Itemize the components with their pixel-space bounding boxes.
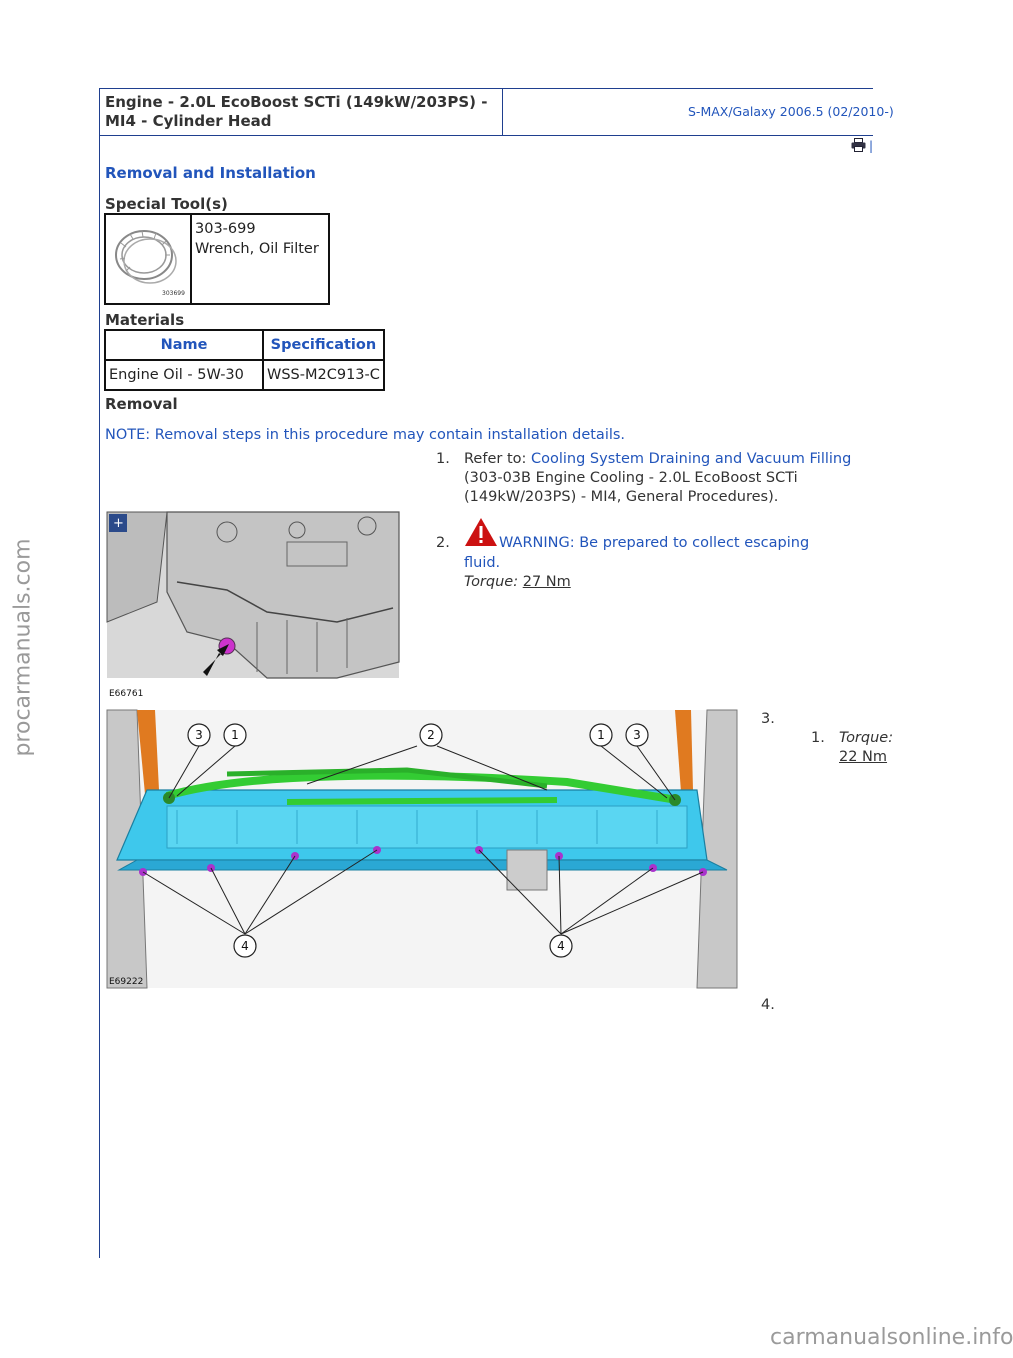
step-2-torque (464, 573, 571, 592)
step-2-warning-cont: fluid. (464, 555, 501, 571)
page-header (100, 88, 894, 136)
side-watermark (8, 520, 38, 780)
tool-image-cell (105, 214, 191, 304)
step-4-number: 4. (761, 997, 775, 1013)
tool-image-caption: 303699 (162, 290, 185, 297)
oil-filter-wrench-icon (106, 215, 190, 299)
special-tools-heading: Special Tool(s) (105, 195, 228, 213)
print-link[interactable]: | (869, 139, 874, 153)
callout-label: 3 (633, 728, 641, 742)
header-divider (502, 89, 503, 135)
step-2-warning: WARNING: Be prepared to collect escaping (499, 535, 810, 551)
step-3-number: 3. (761, 711, 775, 727)
section-title: Removal and Installation (105, 164, 316, 182)
left-rule (99, 88, 100, 1258)
table-row (105, 360, 384, 390)
torque-label: Torque: (464, 574, 519, 590)
step-1-line3: (149kW/203PS) - MI4, General Procedures). (464, 489, 779, 505)
callout-label: 1 (597, 728, 605, 742)
figure-2-label: E69222 (109, 977, 144, 987)
step-1-line2: (303-03B Engine Cooling - 2.0L EcoBoost SCTi (464, 470, 798, 486)
page-title: Engine - 2.0L EcoBoost SCTi (149kW/203PS) - MI4 - Cylinder Head (105, 93, 488, 130)
materials-table (104, 329, 385, 391)
step-3-torque-label: Torque: (839, 730, 894, 746)
removal-heading: Removal (105, 395, 178, 413)
step-1-line1 (464, 450, 873, 469)
model-label: S-MAX/Galaxy 2006.5 (02/2010-) (688, 104, 894, 119)
callout-label: 3 (195, 728, 203, 742)
materials-col-name: Name (105, 330, 263, 360)
cowl-panel-figure (107, 710, 737, 988)
torque-value: 27 Nm (522, 574, 571, 590)
side-watermark-text: procarmanuals.com (10, 538, 36, 757)
cooling-system-link[interactable]: Cooling System Draining and Vacuum Filling (531, 451, 852, 467)
print-icon[interactable] (851, 138, 866, 152)
materials-col-spec: Specification (263, 330, 384, 360)
removal-note: NOTE: Removal steps in this procedure may contain installation details. (105, 427, 626, 443)
tool-name: Wrench, Oil Filter (195, 241, 319, 257)
materials-heading: Materials (105, 311, 185, 329)
step-3-torque-value: 22 Nm (839, 749, 888, 765)
material-name: Engine Oil - 5W-30 (105, 360, 263, 390)
callout-label: 1 (231, 728, 239, 742)
step-1-prefix: Refer to: (464, 451, 531, 467)
tool-number: 303-699 (195, 221, 256, 237)
zoom-plus-glyph: + (113, 516, 124, 531)
step-1-number: 1. (436, 451, 450, 467)
callout-label: 4 (557, 939, 565, 953)
figure-1-label: E66761 (109, 689, 144, 699)
callout-label: 4 (241, 939, 249, 953)
step-3-sub-number: 1. (811, 730, 825, 746)
material-spec: WSS-M2C913-C (263, 360, 384, 390)
special-tools-table (104, 213, 330, 305)
warning-icon (464, 517, 498, 547)
tool-info-cell (191, 214, 329, 304)
footer-watermark: carmanualsonline.info (770, 1325, 1013, 1350)
callout-label: 2 (427, 728, 435, 742)
oil-pan-drain-figure (107, 512, 399, 700)
step-2-number: 2. (436, 535, 450, 551)
